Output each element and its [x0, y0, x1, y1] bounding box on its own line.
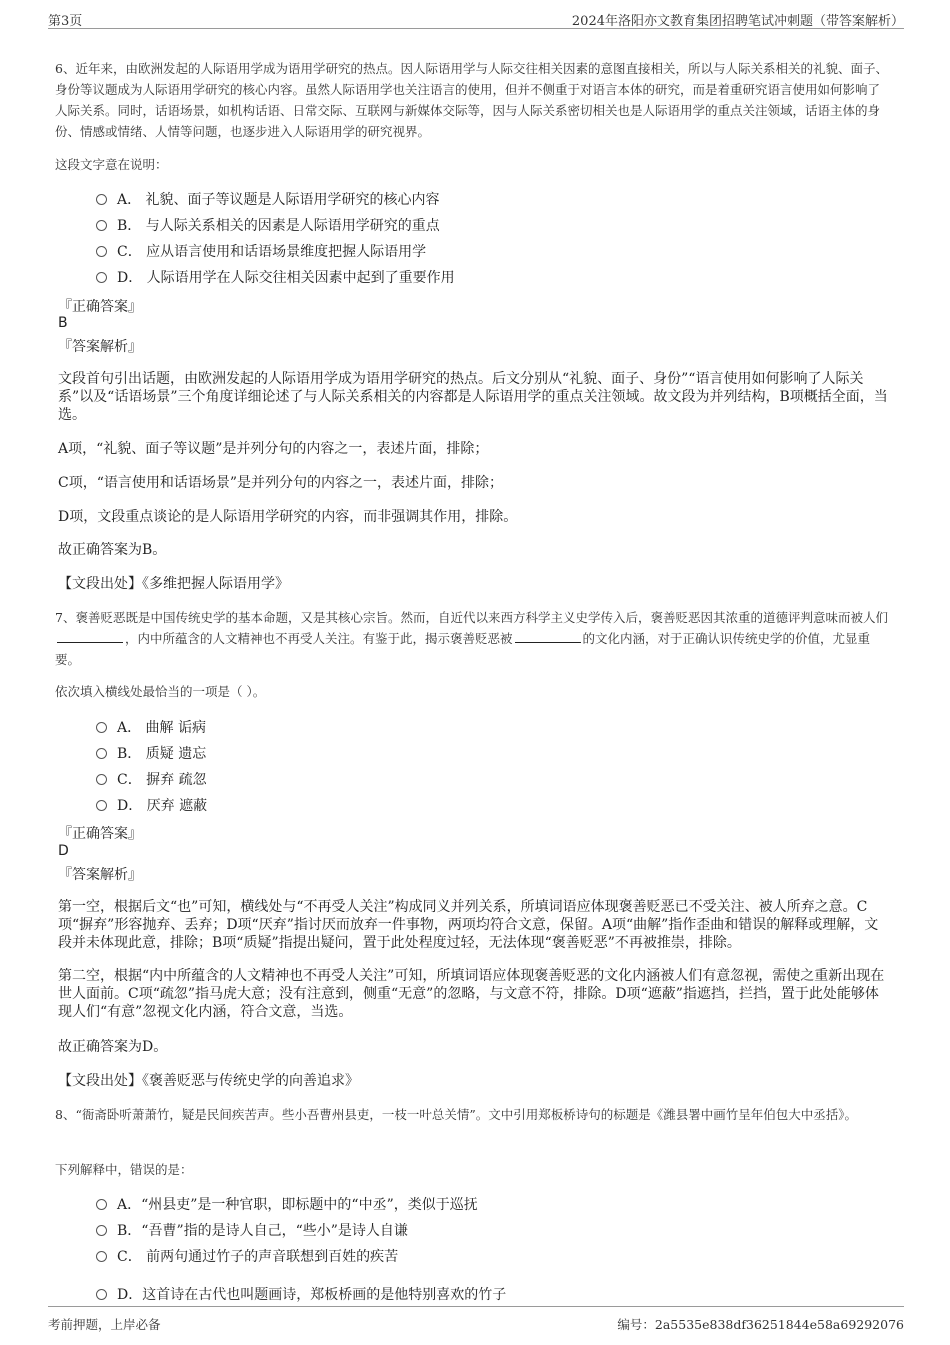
radio-icon[interactable] [96, 800, 107, 811]
q6-analysis-1: 文段首句引出话题，由欧洲发起的人际语用学成为语用学研究的热点。后文分别从“礼貌、面子、身份”“语言使用如何影响了人际关系”以及“话语场景”三个角度详细论述了与人际关系相关的内容都是人际语用学的重点关注领域。故文段为并列结构，B项概括全面，当选。 [58, 371, 888, 423]
radio-icon[interactable] [96, 722, 107, 733]
q6-analysis-label: 『答案解析』 [58, 339, 142, 355]
q6-stem: 6、近年来，由欧洲发起的人际语用学成为语用学研究的热点。因人际语用学与人际交往相关因素的意图直接相关，所以与人际关系相关的礼貌、面子、身份等议题成为人际语用学研究的核心内容。虽然人际语用学也关注语言的使用，但并不侧重于对语言本体的研究，而是着重研究语言使用如何影响了人际关系。同时，话语场景，如机构话语、日常交际、互联网与新媒体交际等，因与人际关系密切相关也是人际语用学的重点关注领域，话语主体的身份、情感或情绪、人情等问题，也逐步进入人际语用学的研究视界。 [55, 61, 888, 139]
radio-icon[interactable] [96, 272, 107, 283]
radio-icon[interactable] [96, 774, 107, 785]
q7-analysis-2: 第二空，根据“内中所蕴含的人文精神也不再受人关注”可知，所填词语应体现褒善贬恶的文化内涵被人们有意忽视，需使之重新出现在世人面前。C项“疏忽”指马虎大意；没有注意到，侧重“无意”的忽略，与文意不符，排除。D项“遮蔽”指遮挡，拦挡，置于此处能够体现人们“有意”忽视文化内涵，符合文意，当选。 [58, 968, 885, 1020]
q6-answer: B [58, 315, 68, 331]
document-id: 编号：2a5535e838df36251844e58a69292076 [617, 1317, 904, 1332]
q7-option-b[interactable]: B． 质疑 遗忘 [96, 744, 206, 764]
q8-prompt: 下列解释中，错误的是： [55, 1162, 193, 1177]
q7-option-d[interactable]: D． 厌弃 遮蔽 [96, 796, 207, 816]
q7-stem: 7、褒善贬恶既是中国传统史学的基本命题，又是其核心宗旨。然而，自近代以来西方科学主义史学传入后，褒善贬恶因其浓重的道德评判意味而被人们，内中所蕴含的人文精神也不再受人关注。有鉴于此，揭示褒善贬恶被 的文化内涵，对于正确认识传统史学的价值，尤显重要。 [55, 610, 888, 667]
q6-source: 【文段出处】《多维把握人际语用学》 [58, 576, 289, 592]
q6-option-d[interactable]: D． 人际语用学在人际交往相关因素中起到了重要作用 [96, 268, 455, 288]
page-number: 第3页 [48, 14, 83, 29]
page-header [48, 6, 904, 29]
q8-option-c[interactable]: C． 前两句通过竹子的声音联想到百姓的疾苦 [96, 1247, 398, 1267]
q6-option-c[interactable]: C． 应从语言使用和话语场景维度把握人际语用学 [96, 242, 426, 262]
q6-analysis-2: A项，“礼貌、面子等议题”是并列分句的内容之一，表述片面，排除； [58, 441, 489, 457]
blank-line [57, 629, 123, 643]
radio-icon[interactable] [96, 246, 107, 257]
q6-option-a[interactable]: A． 礼貌、面子等议题是人际语用学研究的核心内容 [96, 190, 440, 210]
radio-icon[interactable] [96, 1251, 107, 1262]
q7-answer: D [58, 843, 69, 859]
radio-icon[interactable] [96, 194, 107, 205]
q7-option-a[interactable]: A． 曲解 诟病 [96, 718, 206, 738]
q7-source: 【文段出处】《褒善贬恶与传统史学的向善追求》 [58, 1073, 359, 1089]
q6-analysis-5: 故正确答案为B。 [58, 542, 167, 558]
q8-option-a[interactable]: A．“州县吏”是一种官职，即标题中的“中丞”，类似于巡抚 [96, 1195, 478, 1215]
q8-option-b[interactable]: B．“吾曹”指的是诗人自己，“些小”是诗人自谦 [96, 1221, 408, 1241]
q7-prompt: 依次填入横线处最恰当的一项是（ ）。 [55, 684, 266, 699]
q6-analysis-3: C项，“语言使用和话语场景”是并列分句的内容之一，表述片面，排除； [58, 475, 504, 491]
radio-icon[interactable] [96, 1225, 107, 1236]
q8-option-d[interactable]: D．这首诗在古代也叫题画诗，郑板桥画的是他特别喜欢的竹子 [96, 1285, 506, 1305]
q7-analysis-3: 故正确答案为D。 [58, 1039, 168, 1055]
q7-correct-label: 『正确答案』 [58, 826, 142, 842]
q8-stem: 8、“衙斋卧听萧萧竹，疑是民间疾苦声。些小吾曹州县吏，一枝一叶总关情”。文中引用郑板桥诗句的标题是《潍县署中画竹呈年伯包大中丞括》。 [55, 1107, 857, 1122]
q6-analysis-4: D项，文段重点谈论的是人际语用学研究的内容，而非强调其作用，排除。 [58, 509, 518, 525]
footer-slogan: 考前押题，上岸必备 [48, 1317, 161, 1332]
radio-icon[interactable] [96, 220, 107, 231]
page-footer [48, 1306, 904, 1335]
document-title: 2024年洛阳亦文教育集团招聘笔试冲刺题（带答案解析） [571, 14, 904, 29]
radio-icon[interactable] [96, 1199, 107, 1210]
q7-analysis-label: 『答案解析』 [58, 867, 142, 883]
q6-prompt: 这段文字意在说明： [55, 157, 168, 172]
radio-icon[interactable] [96, 1289, 107, 1300]
q7-option-c[interactable]: C． 摒弃 疏忽 [96, 770, 207, 790]
blank-line [515, 629, 581, 643]
q6-option-b[interactable]: B． 与人际关系相关的因素是人际语用学研究的重点 [96, 216, 440, 236]
q7-analysis-1: 第一空，根据后文“也”可知，横线处与“不再受人关注”构成同义并列关系，所填词语应体现褒善贬恶已不受关注、被人所弃之意。C项“摒弃”形容抛弃、丢弃；D项“厌弃”指讨厌而放弃一件事物，两项均符合文意，保留。A项“曲解”指作歪曲和错误的解释或理解，文段并未体现此意，排除；B项“质疑”指提出疑问，置于此处程度过轻，无法体现“褒善贬恶”不再被推崇，排除。 [58, 899, 879, 951]
radio-icon[interactable] [96, 748, 107, 759]
q6-correct-label: 『正确答案』 [58, 299, 142, 315]
